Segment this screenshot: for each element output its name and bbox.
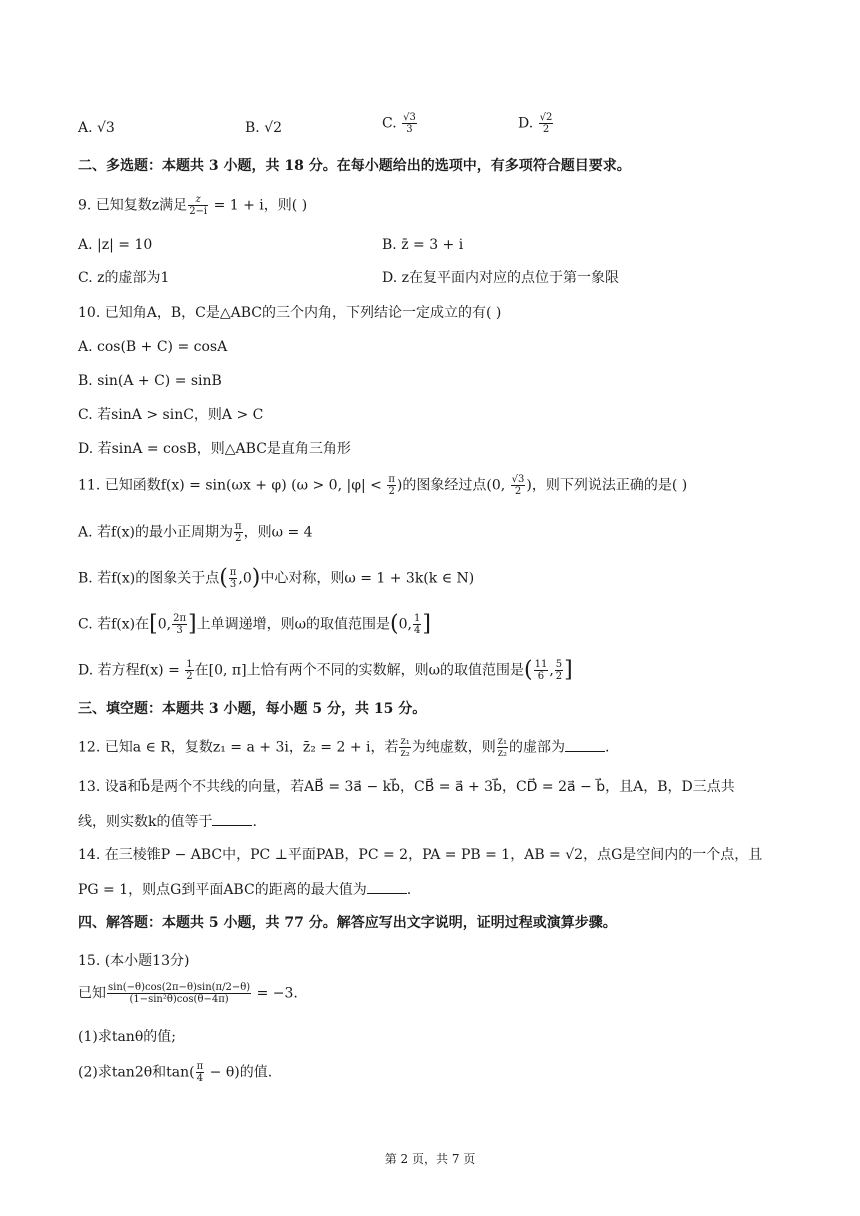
q14-line1: 14. 在三棱锥P − ABC中，PC ⊥平面PAB，PC = 2，PA = PB = 1，AB = √2，点G是空间内的一个点，且 (78, 847, 763, 863)
section2-heading: 二、多选题：本题共 3 小题，共 18 分。在每小题给出的选项中，有多项符合题目要求。 (78, 158, 631, 174)
section3-heading: 三、填空题：本题共 3 小题，每小题 5 分，共 15 分。 (78, 701, 427, 717)
q10-option-d: D. 若sinA = cosB，则△ABC是直角三角形 (78, 441, 351, 457)
q9-option-d: D. z在复平面内对应的点位于第一象限 (382, 270, 620, 286)
q9-stem: 9. 已知复数z满足 $\frac{z}{2-i}$ = 1 + i，则( ) (78, 194, 308, 217)
q8-option-c: C. $\frac{√3}{3}$ (382, 112, 416, 135)
page-footer: 第 2 页，共 7 页 (384, 1152, 476, 1166)
q11-option-b: B. 若f(x)的图象关于点( $\frac{\pi}{3}$ ,0)中心对称，则ω = 1 + 3k(k ∈ N) (78, 565, 475, 591)
q10-option-b: B. sin(A + C) = sinB (78, 373, 222, 389)
q10-option-a: A. cos(B + C) = cosA (78, 339, 228, 355)
q14-line2: PG = 1，则点G到平面ABC的距离的最大值为 . (78, 879, 411, 900)
q10-option-c: C. 若sinA > sinC，则A > C (78, 407, 264, 423)
q11-option-d: D. 若方程f(x) = $\frac{1}{2}$ 在[0, π]上恰有两个不同的实数解，则ω的取值范围是( $\frac{11}{6}$ , $\frac{5}{2}$ ] (78, 657, 573, 683)
q15-given: 已知 $\frac{\sin(-\theta)\cos(2\pi-\theta)\sin(\pi/2-\theta)}{\text{(1−sin²θ)cos(θ−4π)}}$ = −3. (78, 982, 298, 1005)
q9-option-c: C. z的虚部为1 (78, 270, 170, 286)
q8-option-b: B. √2 (245, 120, 283, 136)
q11-option-a: A. 若f(x)的最小正周期为 $\frac{\pi}{2}$ ，则ω = 4 (78, 521, 313, 544)
q13-line1: 13. 设a⃗和b⃗是两个不共线的向量，若AB⃗ = 3a⃗ − kb⃗，CB⃗ = a⃗ + 3b⃗，CD⃗ = 2a⃗ − b⃗，且A，B，D三点共 (78, 779, 735, 795)
q9-option-a: A. |z| = 10 (78, 237, 153, 253)
q13-answer-blank[interactable] (212, 811, 252, 826)
q8-option-d: D. $\frac{√2}{2}$ (518, 112, 553, 135)
q15-title: 15. (本小题13分) (78, 953, 190, 969)
q12-stem: 12. 已知a ∈ R，复数z₁ = a + 3i，z̄₂ = 2 + i，若 $\frac{\text{z₁}}{\text{z₂}}$ 为纯虚数，则 $\frac{\text{z₁}}{\text{z₂}}$ 的虚部为 . (78, 736, 610, 759)
q15-part1: (1)求tanθ的值; (78, 1029, 176, 1045)
q11-option-c: C. 若f(x)在[0, $\frac{2\pi}{3}$ ]上单调递增，则ω的取值范围是(0, $\frac{1}{4}$ ] (78, 611, 431, 637)
q15-part2: (2)求tan2θ和tan( $\frac{\pi}{4}$ − θ)的值. (78, 1061, 273, 1084)
q10-stem: 10. 已知角A，B，C是△ABC的三个内角，下列结论一定成立的有( ) (78, 305, 502, 321)
q11-stem: 11. 已知函数f(x) = sin(ωx + φ) (ω > 0, |φ| < $\frac{\pi}{2}$ )的图象经过点(0, $\frac{√3}{2}$ )，则下列说法正确的是( ) (78, 474, 688, 497)
q12-answer-blank[interactable] (565, 737, 605, 752)
section4-heading: 四、解答题：本题共 5 小题，共 77 分。解答应写出文字说明，证明过程或演算步骤。 (78, 915, 617, 931)
q14-answer-blank[interactable] (367, 879, 407, 894)
q13-line2: 线，则实数k的值等于 . (78, 811, 257, 832)
q9-option-b: B. z̄ = 3 + i (382, 237, 464, 253)
q8-option-a: A. √3 (78, 120, 115, 136)
